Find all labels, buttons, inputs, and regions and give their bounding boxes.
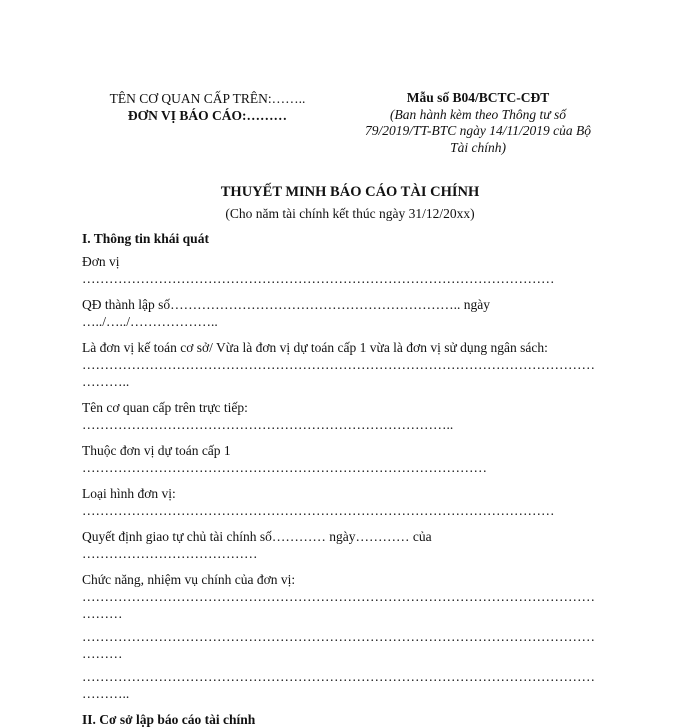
field-functions-dotline-4: ……… <box>82 646 123 661</box>
field-decision-line: QĐ thành lập số……………………………………………………….. ngày <box>82 297 490 312</box>
section-1-heading: I. Thông tin khái quát <box>82 231 209 246</box>
field-functions-dotline-3: …………………………………………………………………………………………………… <box>82 629 595 644</box>
field-budget-unit-label: Thuộc đơn vị dự toán cấp 1 <box>82 443 231 458</box>
field-accounting-unit-label: Là đơn vị kế toán cơ sở/ Vừa là đơn vị dự toán cấp 1 vừa là đơn vị sử dụng ngân sách: <box>82 340 548 355</box>
field-budget-unit-dotline: ……………………………………………………………………………… <box>82 460 487 475</box>
field-superior-agency <box>82 399 622 433</box>
field-establishment-decision <box>82 296 622 330</box>
field-functions-dotline-6: ……….. <box>82 686 130 701</box>
field-unit-dotline: …………………………………………………………………………………………… <box>82 271 555 286</box>
field-autonomy-decision-dotline: ………………………………… <box>82 546 258 561</box>
field-functions-dotline-5: …………………………………………………………………………………………………… <box>82 669 595 684</box>
document-subtitle: (Cho năm tài chính kết thúc ngày 31/12/20xx) <box>225 206 475 221</box>
superior-agency-name: TÊN CƠ QUAN CẤP TRÊN:…….. <box>109 91 306 106</box>
field-accounting-unit-dotline: …………………………………………………………………………………………………… <box>82 357 595 372</box>
header-left <box>100 90 315 124</box>
field-functions-label: Chức năng, nhiệm vụ chính của đơn vị: <box>82 572 296 587</box>
field-functions-dotline-2: ……… <box>82 606 123 621</box>
field-functions-dotline-1: …………………………………………………………………………………………………… <box>82 589 595 604</box>
field-accounting-unit-dotline-2: ……….. <box>82 374 130 389</box>
field-superior-agency-dotline: ……………………………………………………………………….. <box>82 417 454 432</box>
field-decision-date-line: …../…../……………….. <box>82 314 218 329</box>
form-issuance-note: (Ban hành kèm theo Thông tư số 79/2019/TT-BTC ngày 14/11/2019 của Bộ Tài chính) <box>365 106 591 155</box>
reporting-unit-name: ĐƠN VỊ BÁO CÁO:……… <box>127 108 288 123</box>
field-superior-agency-label: Tên cơ quan cấp trên trực tiếp: <box>82 400 248 415</box>
field-budget-unit <box>82 442 622 476</box>
header-right <box>362 90 594 156</box>
field-functions <box>82 571 622 702</box>
form-code: Mẫu số B04/BCTC-CĐT <box>406 90 550 105</box>
field-unit <box>82 253 622 287</box>
document-title: THUYẾT MINH BÁO CÁO TÀI CHÍNH <box>220 184 480 200</box>
field-autonomy-decision <box>82 528 622 562</box>
section-2-heading: II. Cơ sở lập báo cáo tài chính <box>82 712 256 727</box>
document-body <box>82 230 622 728</box>
field-unit-type-label: Loại hình đơn vị: <box>82 486 176 501</box>
field-unit-label: Đơn vị <box>82 254 120 269</box>
field-autonomy-decision-label: Quyết định giao tự chủ tài chính số………… ngày………… của <box>82 529 432 544</box>
field-accounting-unit <box>82 339 622 390</box>
field-unit-type <box>82 485 622 519</box>
field-unit-type-dotline: …………………………………………………………………………………………… <box>82 503 555 518</box>
